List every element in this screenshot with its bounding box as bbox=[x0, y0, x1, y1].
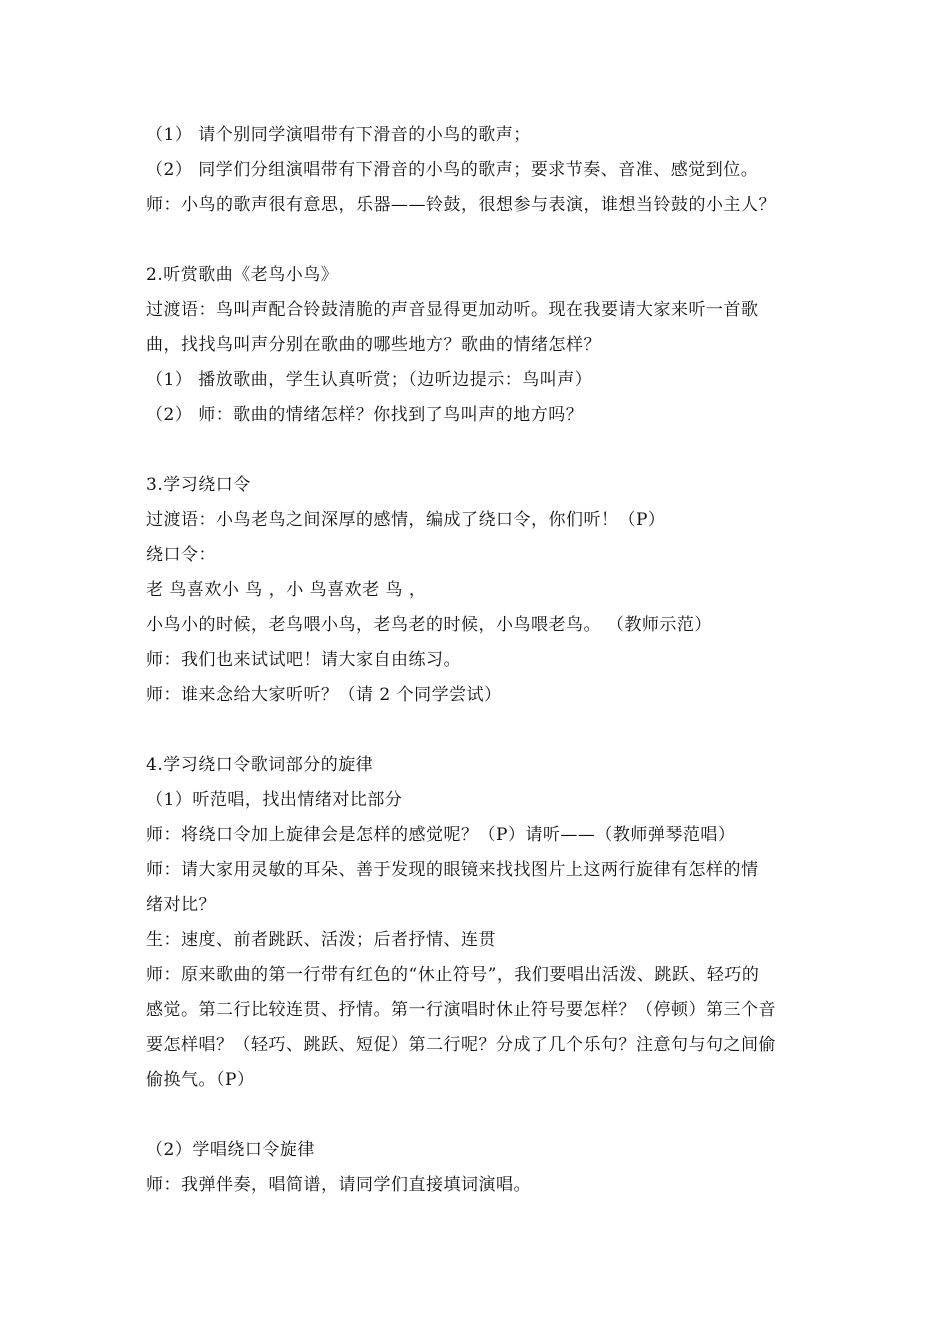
text-line: （2） 师：歌曲的情绪怎样？你找到了鸟叫声的地方吗？ bbox=[146, 405, 584, 425]
text-line: 师：请大家用灵敏的耳朵、善于发现的眼镜来找找图片上这两行旋律有怎样的情 bbox=[146, 860, 759, 880]
text-line: 老 鸟喜欢小 鸟 ，小 鸟喜欢老 鸟 ， bbox=[146, 580, 427, 600]
text-line: 感觉。第二行比较连贯、抒情。第一行演唱时休止符号要怎样？（停顿）第三个音 bbox=[146, 1000, 776, 1020]
section-heading: 4.学习绕口令歌词部分的旋律 bbox=[146, 755, 374, 775]
text-line: 小鸟小的时候，老鸟喂小鸟，老鸟老的时候，小鸟喂老鸟。 （教师示范） bbox=[146, 615, 712, 635]
text-line: （1） 请个别同学演唱带有下滑音的小鸟的歌声； bbox=[146, 125, 531, 145]
text-line: 生：速度、前者跳跃、活泼；后者抒情、连贯 bbox=[146, 930, 496, 950]
text-line: 曲，找找鸟叫声分别在歌曲的哪些地方？歌曲的情绪怎样？ bbox=[146, 335, 601, 355]
text-line: 师：我弹伴奏，唱简谱，请同学们直接填词演唱。 bbox=[146, 1175, 531, 1195]
text-line: 师：将绕口令加上旋律会是怎样的感觉呢？（P）请听——（教师弹琴范唱） bbox=[146, 825, 736, 845]
text-line: 过渡语：鸟叫声配合铃鼓清脆的声音显得更加动听。现在我要请大家来听一首歌 bbox=[146, 300, 759, 320]
text-line: （2） 同学们分组演唱带有下滑音的小鸟的歌声；要求节奏、音准、感觉到位。 bbox=[146, 160, 759, 180]
text-line: 绪对比？ bbox=[146, 895, 216, 915]
text-line: 师：小鸟的歌声很有意思，乐器——铃鼓，很想参与表演，谁想当铃鼓的小主人？ bbox=[146, 195, 776, 215]
text-line: （1） 播放歌曲，学生认真听赏；（边听边提示：鸟叫声） bbox=[146, 370, 593, 390]
text-line: 过渡语：小鸟老鸟之间深厚的感情，编成了绕口令，你们听！（P） bbox=[146, 510, 666, 530]
text-line: 师：我们也来试试吧！请大家自由练习。 bbox=[146, 650, 461, 670]
text-line: （1）听范唱，找出情绪对比部分 bbox=[146, 790, 403, 810]
section-heading: 2.听赏歌曲《老鸟小鸟》 bbox=[146, 265, 339, 285]
text-line: 要怎样唱？（轻巧、跳跃、短促）第二行呢？分成了几个乐句？注意句与句之间偷 bbox=[146, 1035, 776, 1055]
text-line: 绕口令： bbox=[146, 545, 216, 565]
text-line: 偷换气。（P） bbox=[146, 1070, 255, 1090]
text-line: （2）学唱绕口令旋律 bbox=[146, 1140, 315, 1160]
text-line: 师：谁来念给大家听听？（请 2 个同学尝试） bbox=[146, 685, 502, 705]
section-heading: 3.学习绕口令 bbox=[146, 475, 251, 495]
text-line: 师：原来歌曲的第一行带有红色的“休止符号”，我们要唱出活泼、跳跃、轻巧的 bbox=[146, 965, 760, 985]
